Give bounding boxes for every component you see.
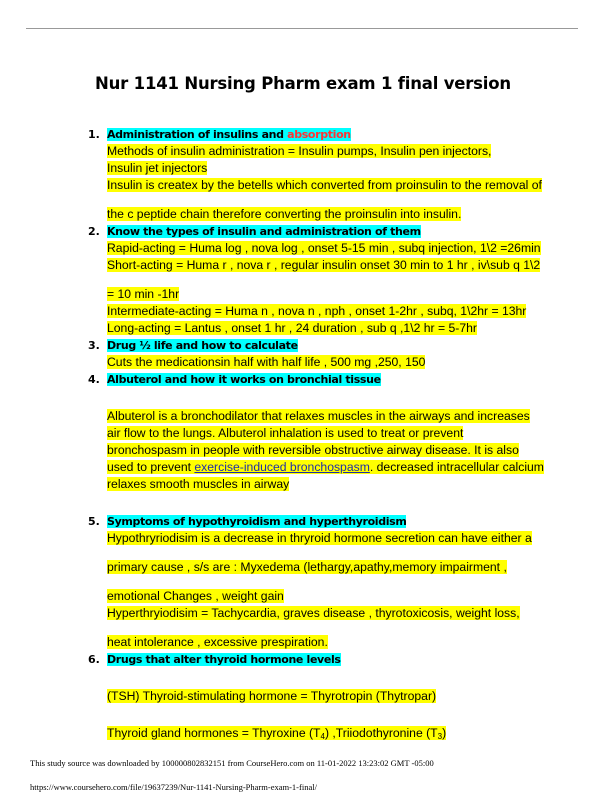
body-line: bronchospasm in people with reversible obstructive airway disease. It is also bbox=[107, 443, 519, 457]
body-line: Long-acting = Lantus , onset 1 hr , 24 duration , sub q ,1\2 hr = 5-7hr bbox=[107, 321, 477, 335]
download-note: This study source was downloaded by 100000802832151 from CourseHero.com on 11-01-2022 13:23:02 GMT -05:00 bbox=[30, 758, 434, 768]
body-line: used to prevent exercise-induced bronchospasm. decreased intracellular calcium bbox=[107, 460, 544, 474]
item-heading: Drug ½ life and how to calculate bbox=[107, 339, 298, 352]
body-line: air flow to the lungs. Albuterol inhalation is used to treat or prevent bbox=[107, 426, 464, 440]
spacer bbox=[107, 388, 547, 408]
heading-accent-text: absorption bbox=[287, 128, 351, 141]
spacer bbox=[107, 493, 547, 513]
body-line: Thyroid gland hormones = Thyroxine $(T_4)$ ,Triiodothyronine $(T_3)$ bbox=[107, 726, 447, 741]
item-heading: Symptoms of hypothyroidism and hyperthyroidism bbox=[107, 515, 407, 528]
item-number: 5. bbox=[88, 515, 100, 528]
body-line: relaxes smooth muscles in airway bbox=[107, 477, 290, 491]
body-line: Insulin jet injectors bbox=[107, 161, 208, 175]
list-item-6 bbox=[88, 651, 547, 742]
body-line: (TSH) Thyroid-stimulating hormone = Thyrotropin (Thytropar) bbox=[107, 689, 437, 703]
body-line: Short-acting = Huma r , nova r , regular insulin onset 30 min to 1 hr , iv\sub q 1\2 bbox=[107, 258, 541, 272]
body-line: Albuterol is a bronchodilator that relaxes muscles in the airways and increases bbox=[107, 409, 530, 423]
item-heading: Drugs that alter thyroid hormone levels bbox=[107, 653, 341, 666]
body-line: primary cause , s/s are : Myxedema (lethargy,apathy,memory impairment , bbox=[107, 560, 507, 574]
top-rule bbox=[26, 28, 578, 29]
source-url: https://www.coursehero.com/file/19637239/Nur-1141-Nursing-Pharm-exam-1-final/ bbox=[30, 782, 317, 792]
spacer bbox=[107, 547, 547, 559]
spacer bbox=[107, 194, 547, 206]
spacer bbox=[107, 668, 547, 688]
body-line: Cuts the medicationsin half with half life , 500 mg ,250, 150 bbox=[107, 355, 426, 369]
body-line: Hyperthryiodisim = Tachycardia, graves disease , thyrotoxicosis, weight loss, bbox=[107, 606, 520, 620]
spacer bbox=[107, 576, 547, 588]
body-line: emotional Changes , weight gain bbox=[107, 589, 284, 603]
body-line: Insulin is createx by the betells which converted from proinsulin to the removal of bbox=[107, 178, 542, 192]
question-list bbox=[88, 126, 547, 742]
item-heading: Know the types of insulin and administration of them bbox=[107, 225, 421, 238]
spacer bbox=[107, 274, 547, 286]
item-number: 2. bbox=[88, 225, 100, 238]
body-line: the c peptide chain therefore converting the proinsulin into insulin. bbox=[107, 207, 462, 221]
spacer bbox=[107, 622, 547, 634]
list-item-2 bbox=[88, 223, 547, 337]
list-item-1 bbox=[88, 126, 547, 223]
body-line: Methods of insulin administration = Insulin pumps, Insulin pen injectors, bbox=[107, 144, 492, 158]
body-line: Rapid-acting = Huma log , nova log , onset 5-15 min , subq injection, 1\2 =26min bbox=[107, 241, 541, 255]
item-number: 4. bbox=[88, 373, 100, 386]
list-item-5 bbox=[88, 513, 547, 651]
body-line: Hypothryriodisim is a decrease in thryroid hormone secretion can have either a bbox=[107, 531, 532, 545]
item-number: 3. bbox=[88, 339, 100, 352]
item-number: 6. bbox=[88, 653, 100, 666]
list-item-3 bbox=[88, 337, 547, 371]
list-item-4 bbox=[88, 371, 547, 513]
heading-text: Administration of insulins and bbox=[107, 128, 288, 141]
item-heading bbox=[107, 126, 547, 143]
spacer bbox=[107, 705, 547, 725]
body-line: = 10 min -1hr bbox=[107, 287, 180, 301]
body-line: Intermediate-acting = Huma n , nova n , nph , onset 1-2hr , subq, 1\2hr = 13hr bbox=[107, 304, 527, 318]
body-line: heat intolerance , excessive prespiration. bbox=[107, 635, 328, 649]
item-number: 1. bbox=[88, 128, 100, 141]
item-heading: Albuterol and how it works on bronchial tissue bbox=[107, 373, 381, 386]
page-title: Nur 1141 Nursing Pharm exam 1 final version bbox=[95, 74, 511, 93]
exercise-bronchospasm-link[interactable]: exercise-induced bronchospasm bbox=[194, 460, 370, 474]
